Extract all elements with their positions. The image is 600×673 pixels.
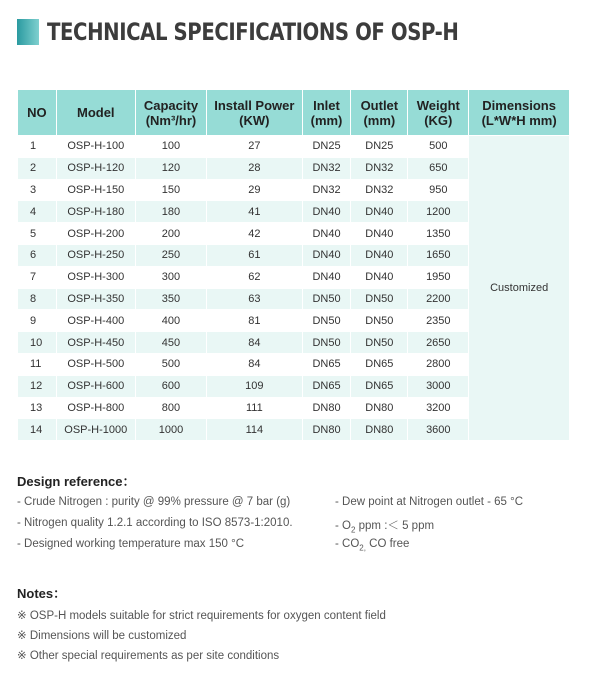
column-header [351,90,408,136]
cell-no: 13 [18,397,57,419]
cell-outlet: DN50 [351,288,408,310]
cell-capacity: 500 [135,353,206,375]
column-header [302,90,351,136]
cell-weight: 3000 [408,375,469,397]
cell-outlet: DN65 [351,353,408,375]
ref-o2-suffix: ppm :＜ 5 ppm [355,520,435,532]
note-item-2: ※ Dimensions will be customized [17,630,187,642]
cell-outlet: DN40 [351,201,408,223]
cell-model: OSP-H-300 [56,266,135,288]
cell-model: OSP-H-1000 [56,419,135,441]
page-title: TECHNICAL SPECIFICATIONS OF OSP-H [47,18,459,46]
cell-power: 114 [207,419,303,441]
cell-model: OSP-H-150 [56,179,135,201]
cell-weight: 2200 [408,288,469,310]
cell-capacity: 150 [135,179,206,201]
ref-left-2: - Nitrogen quality 1.2.1 according to ISO 8573-1:2010. [17,517,293,529]
column-header-line2: (L*W*H mm) [481,112,557,128]
column-header-line1: Outlet [360,97,399,113]
cell-outlet: DN50 [351,332,408,354]
cell-weight: 650 [408,157,469,179]
cell-power: 41 [207,201,303,223]
cell-no: 3 [18,179,57,201]
column-header [408,90,469,136]
column-header [18,90,57,136]
column-header-line2: (Nm³/hr) [145,112,197,128]
cell-inlet: DN25 [302,136,351,158]
cell-model: OSP-H-500 [56,353,135,375]
cell-capacity: 350 [135,288,206,310]
ref-o2-prefix: - O [335,520,351,532]
spec-table [17,89,570,441]
title-accent-bar [17,19,39,45]
cell-capacity: 120 [135,157,206,179]
cell-weight: 1650 [408,244,469,266]
cell-capacity: 400 [135,310,206,332]
cell-no: 14 [18,419,57,441]
cell-dimensions: Customized [469,136,570,441]
column-header [135,90,206,136]
cell-inlet: DN50 [302,332,351,354]
column-header-line2: (mm) [363,112,396,128]
design-reference-section [17,471,577,561]
cell-capacity: 250 [135,244,206,266]
cell-inlet: DN32 [302,157,351,179]
cell-weight: 950 [408,179,469,201]
cell-capacity: 200 [135,223,206,245]
cell-power: 63 [207,288,303,310]
cell-capacity: 450 [135,332,206,354]
cell-inlet: DN65 [302,375,351,397]
ref-co2 [335,538,409,552]
cell-power: 62 [207,266,303,288]
cell-inlet: DN65 [302,353,351,375]
ref-dew-point: - Dew point at Nitrogen outlet - 65 °C [335,496,524,508]
cell-inlet: DN40 [302,266,351,288]
column-header [469,90,570,136]
ref-co2-prefix: - CO [335,538,360,550]
note-item-3: ※ Other special requirements as per site conditions [17,650,280,662]
cell-power: 84 [207,353,303,375]
design-reference-heading: Design reference： [17,474,136,489]
cell-power: 81 [207,310,303,332]
ref-o2 [335,517,434,534]
cell-capacity: 100 [135,136,206,158]
column-header-line2: (KG) [424,112,453,128]
cell-outlet: DN80 [351,397,408,419]
cell-outlet: DN65 [351,375,408,397]
cell-outlet: DN40 [351,223,408,245]
cell-model: OSP-H-180 [56,201,135,223]
cell-capacity: 300 [135,266,206,288]
cell-model: OSP-H-350 [56,288,135,310]
cell-power: 42 [207,223,303,245]
ref-left-1: - Crude Nitrogen : purity @ 99% pressure @ 7 bar (g) [17,496,291,508]
cell-model: OSP-H-120 [56,157,135,179]
column-header-line1: Dimensions [482,97,556,113]
cell-no: 8 [18,288,57,310]
ref-co2-suffix: CO free [365,538,410,550]
table-body [18,136,570,441]
cell-weight: 2650 [408,332,469,354]
note-item-1: ※ OSP-H models suitable for strict requirements for oxygen content field [17,610,386,622]
cell-outlet: DN50 [351,310,408,332]
cell-capacity: 600 [135,375,206,397]
cell-outlet: DN32 [351,157,408,179]
cell-no: 5 [18,223,57,245]
cell-power: 29 [207,179,303,201]
column-header-line1: Model [76,105,115,120]
cell-model: OSP-H-400 [56,310,135,332]
cell-power: 28 [207,157,303,179]
ref-o2-sub: 2 [350,525,356,535]
cell-inlet: DN40 [302,201,351,223]
cell-weight: 500 [408,136,469,158]
cell-capacity: 800 [135,397,206,419]
cell-model: OSP-H-200 [56,223,135,245]
column-header-line1: Inlet [313,97,340,113]
cell-inlet: DN80 [302,419,351,441]
cell-power: 84 [207,332,303,354]
table-row [18,136,570,158]
cell-outlet: DN40 [351,266,408,288]
column-header-line2: (mm) [310,112,343,128]
cell-weight: 1350 [408,223,469,245]
cell-power: 61 [207,244,303,266]
column-header-line1: Install Power [214,97,295,113]
cell-no: 6 [18,244,57,266]
cell-no: 11 [18,353,57,375]
cell-inlet: DN40 [302,223,351,245]
cell-no: 1 [18,136,57,158]
page-title-block [17,18,549,46]
cell-weight: 2800 [408,353,469,375]
column-header [56,90,135,136]
cell-outlet: DN40 [351,244,408,266]
cell-weight: 2350 [408,310,469,332]
cell-no: 10 [18,332,57,354]
ref-left-3: - Designed working temperature max 150 °C [17,538,245,550]
table-header-row [18,90,570,136]
cell-no: 12 [18,375,57,397]
cell-inlet: DN50 [302,310,351,332]
notes-heading: Notes： [17,586,67,601]
cell-capacity: 1000 [135,419,206,441]
cell-outlet: DN25 [351,136,408,158]
cell-weight: 1200 [408,201,469,223]
cell-model: OSP-H-600 [56,375,135,397]
cell-inlet: DN50 [302,288,351,310]
cell-inlet: DN40 [302,244,351,266]
cell-inlet: DN32 [302,179,351,201]
cell-weight: 3600 [408,419,469,441]
cell-outlet: DN80 [351,419,408,441]
cell-no: 2 [18,157,57,179]
cell-model: OSP-H-100 [56,136,135,158]
cell-weight: 3200 [408,397,469,419]
cell-power: 27 [207,136,303,158]
cell-no: 4 [18,201,57,223]
column-header [207,90,303,136]
column-header-line1: NO [27,105,47,120]
cell-model: OSP-H-800 [56,397,135,419]
column-header-line1: Weight [416,97,460,113]
cell-model: OSP-H-450 [56,332,135,354]
cell-outlet: DN32 [351,179,408,201]
cell-inlet: DN80 [302,397,351,419]
cell-no: 7 [18,266,57,288]
cell-power: 111 [207,397,303,419]
ref-co2-sub: 2, [359,543,366,553]
notes-section [17,583,577,668]
column-header-line2: (KW) [239,112,270,128]
cell-capacity: 180 [135,201,206,223]
cell-model: OSP-H-250 [56,244,135,266]
cell-power: 109 [207,375,303,397]
cell-weight: 1950 [408,266,469,288]
cell-no: 9 [18,310,57,332]
column-header-line1: Capacity [143,97,199,113]
